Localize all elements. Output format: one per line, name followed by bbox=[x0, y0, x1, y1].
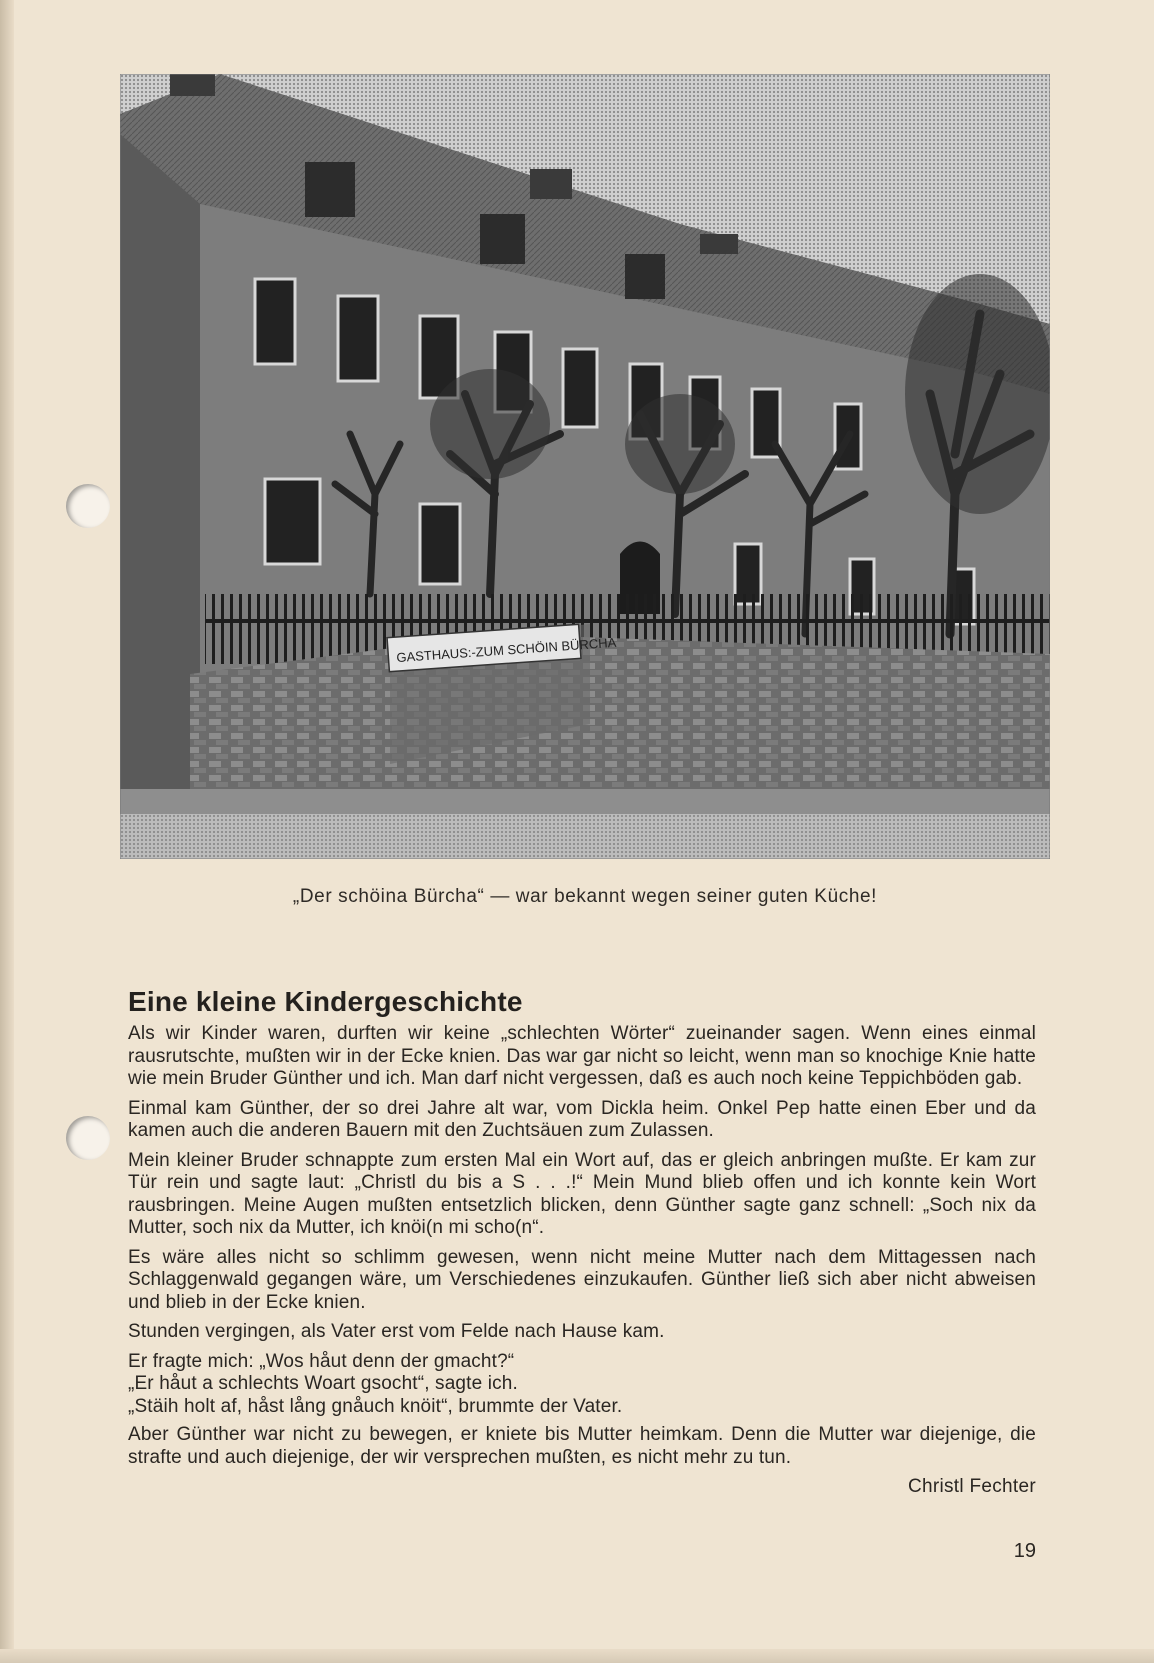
dialogue-line: Er fragte mich: „Wos håut denn der gmacht?“ bbox=[128, 1350, 515, 1372]
article-paragraph: Stunden vergingen, als Vater erst vom Felde nach Hause kam. bbox=[128, 1321, 665, 1342]
page-number: 19 bbox=[1013, 1540, 1036, 1562]
svg-text:GASTHAUS:-ZUM SCHÖIN BÜRCHA: GASTHAUS:-ZUM SCHÖIN BÜRCHA bbox=[395, 634, 617, 666]
dialogue-line: „Stäih holt af, håst lång gnåuch knöit“, brummte der Vater. bbox=[128, 1395, 623, 1417]
article-paragraph: Einmal kam Günther, der so drei Jahre alt war, vom Dickla heim. Onkel Pep hatte einen Eber und da kamen auch die anderen Bauern mit den Zuchtsäuen zum Zulassen. bbox=[128, 1097, 1036, 1141]
dialogue-line: „Er håut a schlechts Woart gsocht“, sagte ich. bbox=[128, 1373, 518, 1394]
article-title: Eine kleine Kindergeschichte bbox=[128, 986, 523, 1017]
inn-photograph bbox=[120, 74, 1050, 859]
article-author: Christl Fechter bbox=[907, 1476, 1036, 1497]
punch-hole-top bbox=[66, 484, 110, 528]
article bbox=[128, 986, 1036, 1498]
article-paragraph: Aber Günther war nicht zu bewegen, er kniete bis Mutter heimkam. Denn die Mutter war diejenige, die strafte und auch diejenige, der wir versprechen mußten, es nicht mehr zu tun. bbox=[128, 1424, 1036, 1468]
punch-hole-bottom bbox=[66, 1116, 110, 1160]
photo-caption: „Der schöina Bürcha“ — war bekannt wegen seiner guten Küche! bbox=[292, 886, 878, 907]
article-paragraph: Als wir Kinder waren, durften wir keine „schlechten Wörter“ zueinander sagen. Wenn eines einmal rausrutschte, mußten wir in der Ecke knien. Das war gar nicht so leicht, wenn man so knochige Knie hatte wie mein Bruder Günther und ich. Man darf nicht vergessen, daß es auch noch keine Teppichböden gab. bbox=[128, 1023, 1036, 1089]
page-bottom-edge bbox=[0, 1649, 1154, 1663]
article-paragraph: Mein kleiner Bruder schnappte zum ersten Mal ein Wort auf, das er gleich anbringen mußte. Er kam zur Tür rein und sagte laut: „Christl du bis a S . . .!“ Mein Mund blieb offen und ich konnte kein Wort rausbringen. Meine Augen mußten entsetzlich blicken, denn Günther sagte ganz schnell: „Soch nix da Mutter, soch nix da Mutter, ich knöi(n mi scho(n“. bbox=[128, 1149, 1036, 1238]
page-binding-edge bbox=[0, 0, 14, 1663]
article-paragraph: Es wäre alles nicht so schlimm gewesen, wenn nicht meine Mutter nach dem Mittagessen nach Schlaggenwald gegangen wäre, um Verschiedenes einzukaufen. Günther ließ sich aber nicht abweisen und blieb in der Ecke knien. bbox=[128, 1246, 1036, 1313]
